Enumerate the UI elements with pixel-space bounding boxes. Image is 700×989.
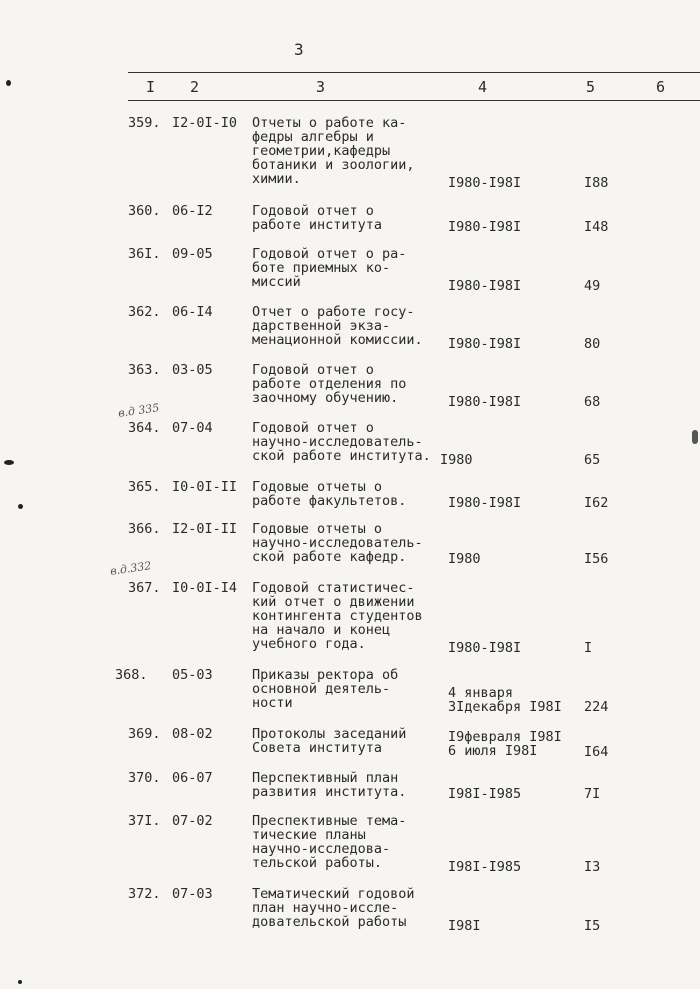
table-header	[0, 74, 700, 102]
row-number: 366.	[128, 521, 161, 537]
row-years: I980-I98I	[448, 394, 522, 410]
row-years: I980-I98I	[448, 219, 522, 235]
row-title: Годовой отчет о работе отделения по заочному обучению.	[252, 362, 407, 406]
column-header-3: 3	[316, 78, 326, 96]
row-code: I0-0I-I4	[172, 580, 238, 596]
row-years: I980	[448, 551, 481, 567]
row-title: Годовой статистичес- кий отчет о движении контингента студентов на начало и конец учебного года.	[252, 580, 423, 652]
row-title: Годовой отчет о ра- боте приемных ко- миссий	[252, 246, 407, 290]
row-count: I3	[584, 859, 601, 875]
row-code: I2-0I-II	[172, 521, 238, 537]
row-years: 4 января 3Iдекабря I98I	[448, 685, 562, 715]
row-years: I980	[440, 452, 473, 468]
row-number: 370.	[128, 770, 161, 786]
row-count: I48	[584, 219, 609, 235]
row-code: 06-07	[172, 770, 213, 786]
row-code: 08-02	[172, 726, 213, 742]
page-number: 3	[294, 40, 304, 59]
row-count: 7I	[584, 786, 601, 802]
column-header-5: 5	[586, 78, 596, 96]
row-title: Отчеты о работе ка- федры алгебры и геометрии,кафедры ботаники и зоологии, химии.	[252, 115, 415, 187]
row-title: Протоколы заседаний Совета института	[252, 726, 407, 756]
row-number: 372.	[128, 886, 161, 902]
row-years: I980-I98I	[448, 495, 522, 511]
scan-speck	[18, 980, 22, 984]
row-count: I	[584, 640, 593, 656]
row-count: I64	[584, 744, 609, 760]
row-number: 369.	[128, 726, 161, 742]
table-header-bottom-rule	[128, 100, 700, 101]
row-title: Годовые отчеты о работе факультетов.	[252, 479, 407, 509]
row-count: 80	[584, 336, 601, 352]
column-header-2: 2	[190, 78, 200, 96]
column-header-1: I	[146, 78, 156, 96]
row-code: 03-05	[172, 362, 213, 378]
row-code: 07-03	[172, 886, 213, 902]
row-code: 07-04	[172, 420, 213, 436]
row-number: 360.	[128, 203, 161, 219]
row-count: 68	[584, 394, 601, 410]
row-number: 36I.	[128, 246, 161, 262]
row-title: Годовой отчет о работе института	[252, 203, 383, 233]
row-count: 224	[584, 699, 609, 715]
row-title: Годовой отчет о научно-исследователь- ской работе института.	[252, 420, 431, 464]
row-code: 06-I2	[172, 203, 213, 219]
row-number: 367.	[128, 580, 161, 596]
row-number: 362.	[128, 304, 161, 320]
row-count: I88	[584, 175, 609, 191]
column-header-6: 6	[656, 78, 666, 96]
handwritten-note: в.д 335	[117, 401, 161, 420]
handwritten-note: в.д.332	[109, 559, 153, 578]
scan-speck	[4, 460, 14, 465]
scan-speck	[18, 504, 23, 509]
column-header-4: 4	[478, 78, 488, 96]
row-title: Преспективные тема- тические планы научно-исследова- тельской работы.	[252, 813, 407, 871]
scan-speck	[692, 430, 698, 444]
row-years: I98I-I985	[448, 786, 522, 802]
row-title: Годовые отчеты о научно-исследователь- ской работе кафедр.	[252, 521, 423, 565]
row-title: Тематический годовой план научно-иссле- довательской работы	[252, 886, 415, 930]
row-count: I5	[584, 918, 601, 934]
row-count: 65	[584, 452, 601, 468]
row-title: Отчет о работе госу- дарственной экза- менационной комиссии.	[252, 304, 423, 348]
row-count: I62	[584, 495, 609, 511]
row-years: I980-I98I	[448, 278, 522, 294]
row-number: 368.	[115, 667, 148, 683]
row-code: I2-0I-I0	[172, 115, 238, 131]
row-count: I56	[584, 551, 609, 567]
row-years: I98I	[448, 918, 481, 934]
row-years: I9февраля I98I 6 июля I98I	[448, 729, 562, 759]
row-number: 363.	[128, 362, 161, 378]
row-code: 06-I4	[172, 304, 213, 320]
scan-speck	[6, 80, 11, 86]
row-years: I980-I98I	[448, 175, 522, 191]
row-title: Перспективный план развития института.	[252, 770, 407, 800]
row-title: Приказы ректора об основной деятель- ности	[252, 667, 399, 711]
row-years: I98I-I985	[448, 859, 522, 875]
row-years: I980-I98I	[448, 640, 522, 656]
row-code: 07-02	[172, 813, 213, 829]
row-years: I980-I98I	[448, 336, 522, 352]
row-code: I0-0I-II	[172, 479, 238, 495]
row-number: 359.	[128, 115, 161, 131]
row-number: 37I.	[128, 813, 161, 829]
row-number: 364.	[128, 420, 161, 436]
row-code: 05-03	[172, 667, 213, 683]
row-number: 365.	[128, 479, 161, 495]
row-count: 49	[584, 278, 601, 294]
table-header-top-rule	[128, 72, 700, 73]
row-code: 09-05	[172, 246, 213, 262]
